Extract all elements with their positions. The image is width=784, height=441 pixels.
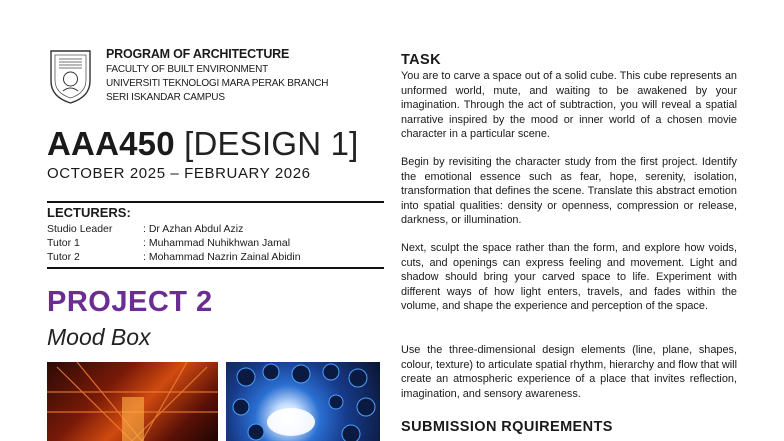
semester: OCTOBER 2025 – FEBRUARY 2026	[47, 165, 311, 182]
course-name: [DESIGN 1]	[184, 125, 359, 162]
lecturer-name: : Muhammad Nuhikhwan Jamal	[143, 237, 291, 249]
lecturer-name: : Dr Azhan Abdul Aziz	[143, 223, 244, 235]
course-code: AAA450	[47, 125, 175, 162]
lecturer-role: Tutor 1	[47, 237, 80, 249]
university-crest-icon	[47, 47, 94, 105]
precedent-photo	[226, 362, 380, 441]
campus-line: SERI ISKANDAR CAMPUS	[106, 92, 225, 103]
lecturer-row	[47, 223, 243, 235]
lecturer-name: : Mohammad Nazrin Zainal Abidin	[143, 251, 301, 263]
lecturers-heading: LECTURERS:	[47, 205, 131, 220]
lecturer-row	[47, 251, 301, 263]
program-title: PROGRAM OF ARCHITECTURE	[106, 47, 290, 61]
lecturer-row	[47, 237, 290, 249]
university-line: UNIVERSITI TEKNOLOGI MARA PERAK BRANCH	[106, 78, 329, 89]
faculty-line: FACULTY OF BUILT ENVIRONMENT	[106, 64, 269, 75]
task-paragraph: Begin by revisiting the character study from the first project. Identify the emotional essence such as fear, hope, serenity, isolation, transformation that defines the scene. Translate this abstract emotion into spatial qualities: density or openness, compression or release, darkness, or illumination.	[401, 156, 737, 227]
lecturer-role: Studio Leader	[47, 223, 113, 235]
task-paragraph: You are to carve a space out of a solid cube. This cube represents an unformed world, mute, and waiting to be awakened by your imagination. Through the act of subtraction, you will reveal a spatial narrative inspired by the mood or inner world of a chosen movie character in a particular scene.	[401, 70, 737, 141]
task-paragraph: Use the three-dimensional design elements (line, plane, shapes, colour, texture) to articulate spatial rhythm, hierarchy and flow that will create an atmospheric experience of a place that invites reflection, imagination, and sensory awareness.	[401, 344, 737, 400]
project-subtitle: Mood Box	[47, 324, 151, 350]
task-heading: TASK	[401, 52, 441, 68]
precedent-photo	[47, 362, 218, 441]
project-title: PROJECT 2	[47, 286, 213, 318]
task-paragraph: Next, sculpt the space rather than the form, and explore how voids, cuts, and openings can express feeling and movement. Light and shadow should bring your carved space to life. Experiment with different ways of how light enters, travels, and fades within the volume, and shape the experience and perception of the space.	[401, 242, 737, 313]
divider	[47, 267, 384, 269]
course-title	[47, 124, 359, 164]
submission-heading: SUBMISSION RQUIREMENTS	[401, 419, 613, 435]
lecturer-role: Tutor 2	[47, 251, 80, 263]
divider	[47, 201, 384, 203]
